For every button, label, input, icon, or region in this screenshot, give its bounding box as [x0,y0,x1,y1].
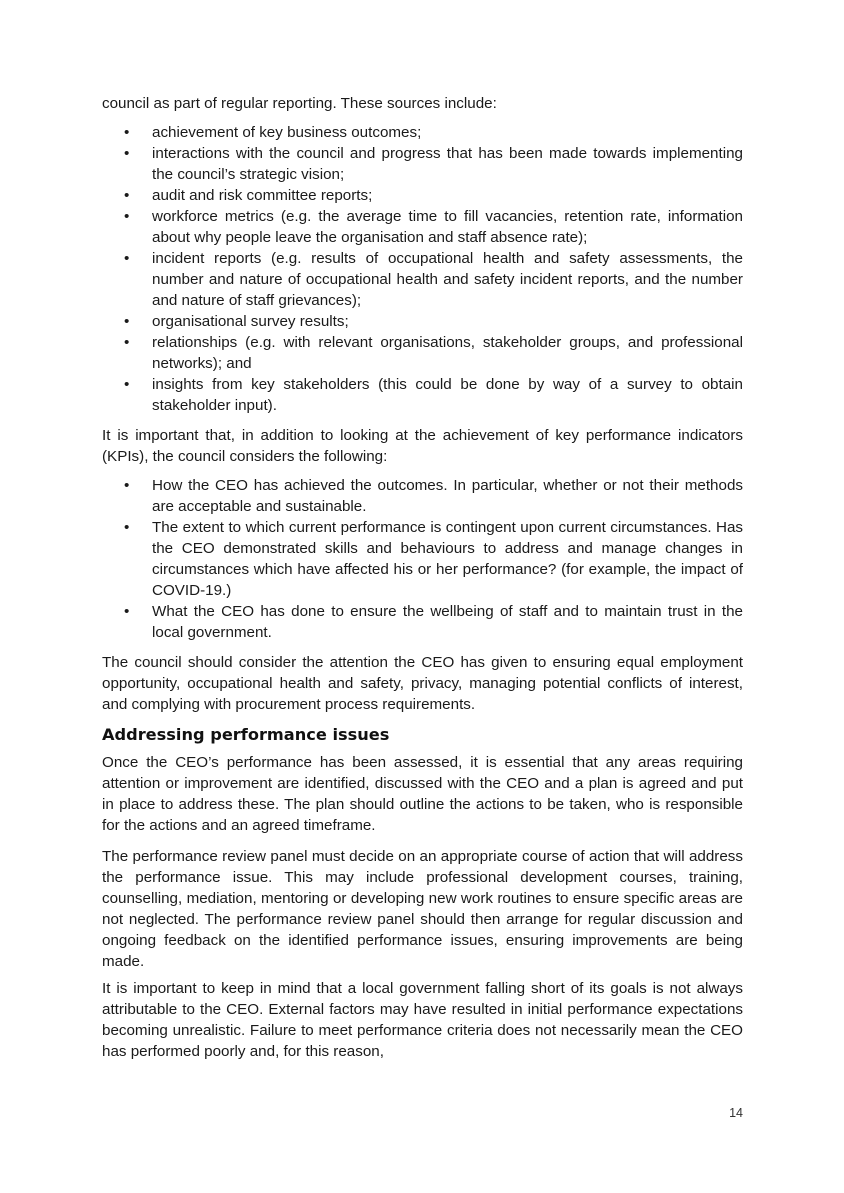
body-paragraph: Once the CEO’s performance has been assessed, it is essential that any areas requiring attention or improvement are identified, discussed with the CEO and a plan is agreed and put in place to address these. The plan should outline the actions to be taken, who is responsible for the actions and an agreed timeframe. [102,754,743,834]
list-item: • interactions with the council and progress that has been made towards implementing the council’s strategic vision; [102,143,743,185]
body-paragraph: It is important to keep in mind that a local government falling short of its goals is not always attributable to the CEO. External factors may have resulted in initial performance expectations becoming unrealistic. Failure to meet performance criteria does not necessarily mean the CEO has performed poorly and, for this reason, [102,980,743,1060]
intro-text: council as part of regular reporting. These sources include: [102,95,497,112]
sources-list [102,122,743,416]
list-item: • How the CEO has achieved the outcomes. In particular, whether or not their methods are acceptable and sustainable. [102,475,743,517]
page-number: 14 [729,1106,743,1120]
list-item: • What the CEO has done to ensure the wellbeing of staff and to maintain trust in the local government. [102,601,743,643]
body-paragraph: The performance review panel must decide on an appropriate course of action that will address the performance issue. This may include professional development courses, training, counselling, mediation, mentoring or developing new work routines to ensure specific areas are not neglected. The performance review panel should then arrange for regular discussion and ongoing feedback on the identified performance issues, ensuring improvements are being made. [102,848,743,970]
list-item: • achievement of key business outcomes; [102,122,743,143]
list-item: • organisational survey results; [102,311,743,332]
considerations-list [102,475,743,643]
section-heading: Addressing performance issues [102,725,390,744]
list-item: • audit and risk committee reports; [102,185,743,206]
eeo-paragraph: The council should consider the attention the CEO has given to ensuring equal employment opportunity, occupational health and safety, privacy, managing potential conflicts of interest, and complying with procurement process requirements. [102,654,743,713]
list-item: • The extent to which current performance is contingent upon current circumstances. Has the CEO demonstrated skills and behaviours to address and manage changes in circumstances which have affected his or her performance? (for example, the impact of COVID-19.) [102,517,743,601]
list-item: • relationships (e.g. with relevant organisations, stakeholder groups, and professional networks); and [102,332,743,374]
list-item: • workforce metrics (e.g. the average time to fill vacancies, retention rate, information about why people leave the organisation and staff absence rate); [102,206,743,248]
list-item: • incident reports (e.g. results of occupational health and safety assessments, the number and nature of occupational health and safety incident reports, and the number and nature of staff grievances); [102,248,743,311]
list-item: • insights from key stakeholders (this could be done by way of a survey to obtain stakeholder input). [102,374,743,416]
kpi-paragraph: It is important that, in addition to looking at the achievement of key performance indicators (KPIs), the council considers the following: [102,427,743,465]
